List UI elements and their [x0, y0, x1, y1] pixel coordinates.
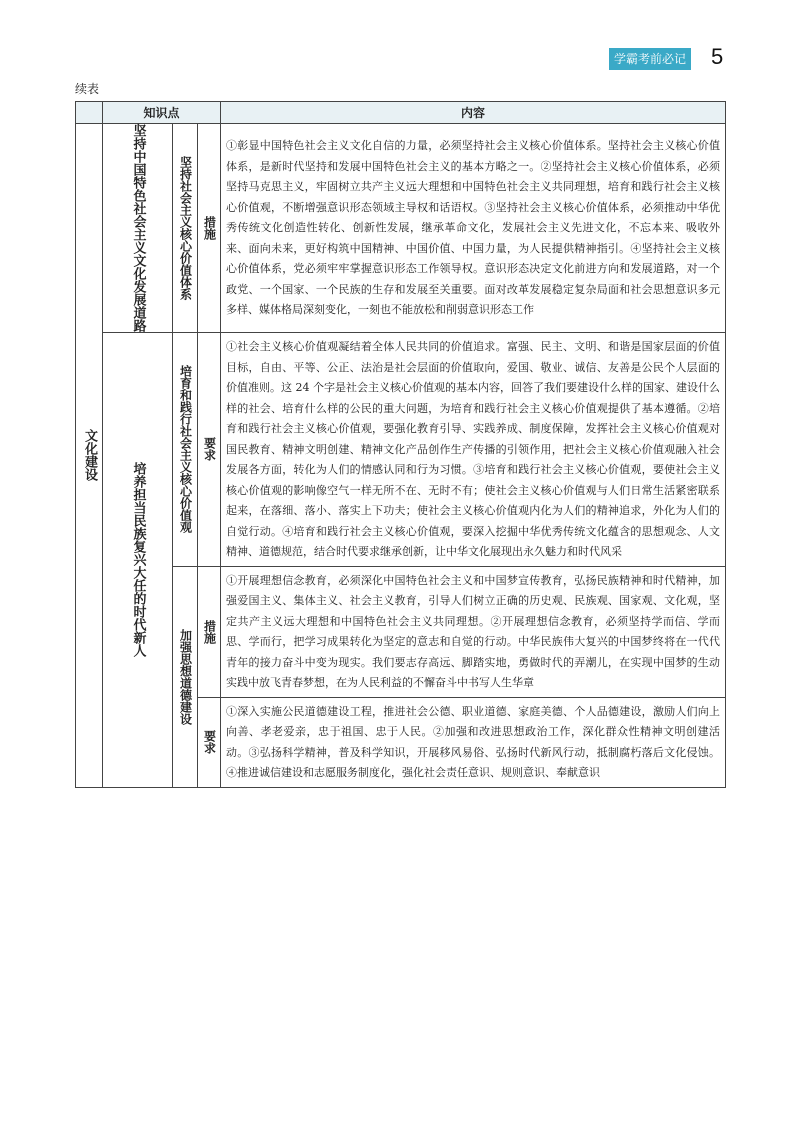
row-label-cell [198, 566, 221, 697]
section-cell [103, 124, 173, 333]
category-label: 文化建设 [82, 429, 97, 482]
category-cell [76, 124, 103, 788]
section-cell [103, 333, 173, 788]
subsection-title: 坚持社会主义核心价值体系 [178, 156, 193, 300]
section-tag: 学霸考前必记 [609, 48, 691, 70]
content-header: 内容 [221, 102, 726, 124]
row-label-cell [198, 124, 221, 333]
content-text: ①彰显中国特色社会主义文化自信的力量，必须坚持社会主义核心价值体系。坚持社会主义核心价值体系，是新时代坚持和发展中国特色社会主义的基本方略之一。②坚持社会主义核心价值体系，必须坚持马克思主义，牢固树立共产主义远大理想和中国特色社会主义共同理想，培育和践行社会主义核心价值观，不断增强意识形态领域主导权和话语权。③坚持社会主义核心价值体系，必须推动中华优秀传统文化创造性转化、创新性发展，继承革命文化，发展社会主义先进文化，不忘本来、吸收外来、面向未来，更好构筑中国精神、中国价值、中国力量，为人民提供精神指引。④坚持社会主义核心价值体系，党必须牢牢掌握意识形态工作领导权。意识形态决定文化前进方向和发展道路，对一个政党、一个国家、一个民族的生存和发展至关重要。面对改革发展稳定复杂局面和社会思想意识多元多样、媒体格局深刻变化，一刻也不能放松和削弱意识形态工作 [226, 139, 721, 317]
page-number: 5 [711, 44, 724, 69]
subsection-cell [173, 333, 198, 567]
content-cell [221, 333, 726, 567]
content-cell [221, 566, 726, 697]
knowledge-header: 知识点 [103, 102, 221, 124]
row-label: 要求 [202, 437, 217, 462]
row-label: 措施 [202, 216, 217, 240]
section-title: 坚持中国特色社会主义文化发展道路 [130, 124, 146, 332]
row-label: 措施 [202, 619, 217, 644]
section-title: 培养担当民族复兴大任的时代新人 [130, 462, 146, 658]
content-text: ①社会主义核心价值观凝结着全体人民共同的价值追求。富强、民主、文明、和谐是国家层面的价值目标，自由、平等、公正、法治是社会层面的价值取向，爱国、敬业、诚信、友善是公民个人层面的价值准则。这 24 个字是社会主义核心价值观的基本内容，回答了我们要建设什么样的国家、建设什么样的社会、培育什么样的公民的重大问题，为培育和践行社会主义核心价值观提供了基本遵循。②培育和践行社会主义核心价值观，要强化教育引导、实践养成、制度保障，发挥社会主义核心价值观对国民教育、精神文明创建、精神文化产品创作生产传播的引领作用，把社会主义核心价值观融入社会发展各方面，转化为人们的情感认同和行为习惯。③培育和践行社会主义核心价值观，要使社会主义核心价值观的影响像空气一样无所不在、无时不有；使社会主义核心价值观与人们日常生活紧密联系起来，在落细、落小、落实上下功夫；使社会主义核心价值观内化为人们的精神追求，外化为人们的自觉行动。④培育和践行社会主义核心价值观，要深入挖掘中华优秀传统文化蕴含的思想观念、人文精神、道德规范，结合时代要求继承创新，让中华文化展现出永久魅力和时代风采 [226, 340, 721, 558]
subsection-title: 培育和践行社会主义核心价值观 [178, 365, 193, 534]
subsection-cell [173, 566, 198, 787]
row-label-cell [198, 697, 221, 787]
content-cell [221, 124, 726, 333]
content-text: ①开展理想信念教育，必须深化中国特色社会主义和中国梦宣传教育，弘扬民族精神和时代精神，加强爱国主义、集体主义、社会主义教育，引导人们树立正确的历史观、民族观、国家观、文化观，坚定共产主义远大理想和中国特色社会主义共同理想。②开展理想信念教育，必须坚持学而信、学而思、学而行，把学习成果转化为坚定的意志和自觉的行动。中华民族伟大复兴的中国梦终将在一代代青年的接力奋斗中变为现实。我们要志存高远、脚踏实地，勇做时代的弄潮儿，在实现中国梦的生动实践中放飞青春梦想，在为人民利益的不懈奋斗中书写人生华章 [226, 573, 721, 689]
subsection-title: 加强思想道德建设 [178, 628, 193, 725]
content-cell [221, 697, 726, 787]
continued-label: 续表 [75, 82, 100, 96]
content-text: ①深入实施公民道德建设工程，推进社会公德、职业道德、家庭美德、个人品德建设，激励人们向上向善、孝老爱亲，忠于祖国、忠于人民。②加强和改进思想政治工作，深化群众性精神文明创建活动。③弘扬科学精神，普及科学知识，开展移风易俗、弘扬时代新风行动，抵制腐朽落后文化侵蚀。④推进诚信建设和志愿服务制度化，强化社会责任意识、规则意识、奉献意识 [226, 704, 721, 779]
row-label: 要求 [202, 730, 217, 754]
knowledge-table [75, 101, 726, 788]
row-label-cell [198, 333, 221, 567]
blank-header [76, 102, 103, 124]
subsection-cell [173, 124, 198, 333]
